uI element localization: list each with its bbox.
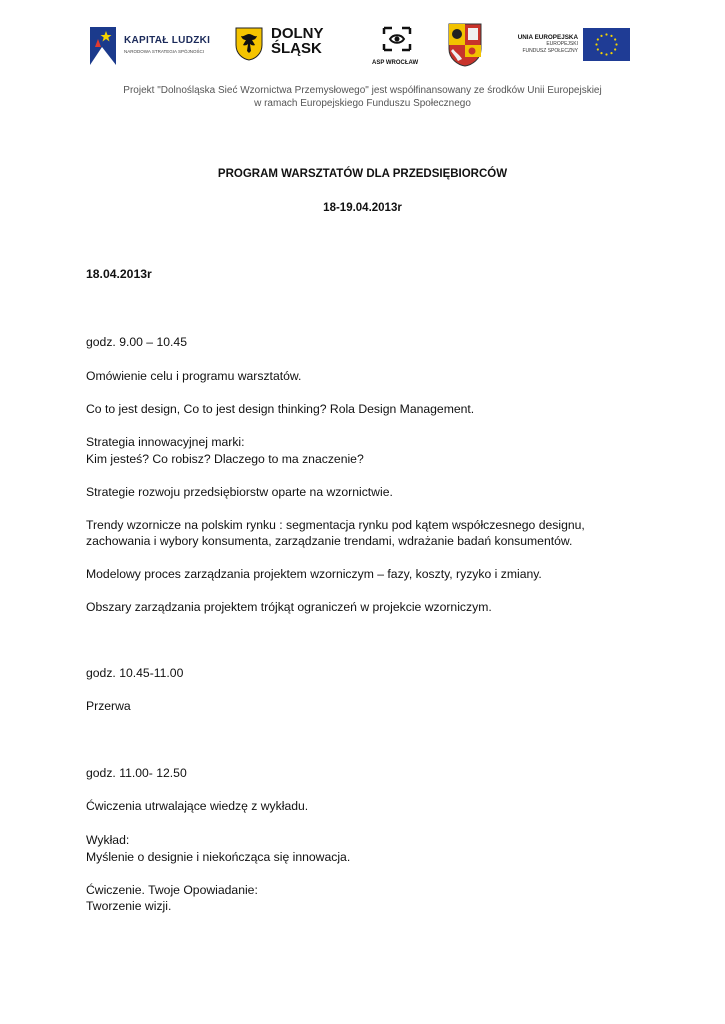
agenda-line: Kim jesteś? Co robisz? Dlaczego to ma znaczenie?	[86, 452, 364, 466]
dolny-slask-logo	[235, 25, 335, 69]
header-logos	[85, 22, 630, 74]
eu-star-icon	[600, 52, 602, 54]
asp-emblem-icon	[380, 22, 414, 56]
eu-star-icon	[600, 35, 602, 37]
eu-star-icon	[614, 48, 616, 50]
asp-wroclaw-logo	[370, 22, 434, 74]
agenda-line: Modelowy proces zarządzania projektem wzorniczym – fazy, koszty, ryzyko i zmiany.	[86, 567, 542, 581]
agenda-line: Ćwiczenie. Twoje Opowiadanie:	[86, 883, 258, 897]
day-heading: 18.04.2013r	[86, 267, 152, 281]
kapital-ludzki-logo	[90, 27, 211, 67]
kapital-ludzki-subtitle: NARODOWA STRATEGIA SPÓJNOŚCI	[124, 49, 205, 54]
agenda-line: Tworzenie wizji.	[86, 899, 172, 913]
project-funding-line-1: Projekt "Dolnośląska Sieć Wzornictwa Przemysłowego" jest współfinansowany ze środków Unii Europejskiej	[123, 85, 602, 96]
eu-line3: FUNDUSZ SPOŁECZNY	[522, 48, 578, 54]
project-funding-line-2: w ramach Europejskiego Funduszu Społecznego	[254, 98, 471, 109]
agenda-line: Wykład:	[86, 833, 130, 847]
session-time-2: godz. 10.45-11.00	[86, 666, 184, 680]
eu-flag-icon	[583, 28, 630, 61]
coat-of-arms-icon	[448, 23, 482, 67]
kapital-ludzki-flag-icon	[90, 27, 116, 65]
agenda-line: Obszary zarządzania projektem trójkąt ograniczeń w projekcie wzorniczym.	[86, 600, 492, 614]
asp-wroclaw-text: ASP WROCŁAW	[372, 60, 419, 66]
eu-line1: UNIA EUROPEJSKA	[517, 34, 578, 41]
session-time-1: godz. 9.00 – 10.45	[86, 335, 187, 349]
eu-star-icon	[610, 52, 612, 54]
agenda-line: Przerwa	[86, 699, 131, 713]
document-date-range: 18-19.04.2013r	[323, 202, 402, 214]
agenda-line: Co to jest design, Co to jest design thinking? Rola Design Management.	[86, 402, 475, 416]
eu-star-icon	[605, 33, 607, 35]
agenda-line: Strategie rozwoju przedsiębiorstw oparte na wzornictwie.	[86, 485, 393, 499]
eu-star-icon	[610, 35, 612, 37]
eu-star-icon	[597, 48, 599, 50]
agenda-line: Omówienie celu i programu warsztatów.	[86, 369, 302, 383]
eu-star-icon	[605, 53, 607, 55]
dolny-slask-line2: ŚLĄSK	[271, 40, 322, 57]
wroclaw-coat-of-arms-logo	[448, 23, 482, 67]
eu-star-icon	[615, 43, 617, 45]
document-title: PROGRAM WARSZTATÓW DLA PRZEDSIĘBIORCÓW	[217, 168, 508, 180]
eu-logo	[512, 28, 630, 64]
agenda-line: Strategia innowacyjnej marki:	[86, 435, 245, 449]
kapital-ludzki-title: KAPITAŁ LUDZKI	[124, 35, 211, 46]
eu-star-icon	[614, 38, 616, 40]
agenda-line: Ćwiczenia utrwalające wiedzę z wykładu.	[86, 799, 309, 813]
eu-text-block	[518, 34, 578, 55]
eu-line2: EUROPEJSKI	[546, 41, 578, 47]
agenda-line: Myślenie o designie i niekończąca się innowacja.	[86, 850, 351, 864]
eu-star-icon	[597, 38, 599, 40]
dolny-slask-line1: DOLNY	[271, 25, 324, 42]
eagle-crest-icon	[235, 27, 263, 61]
dolny-slask-wordmark	[271, 26, 324, 56]
eu-star-icon	[595, 43, 597, 45]
agenda-line: Trendy wzornicze na polskim rynku : segmentacja rynku pod kątem współczesnego designu,	[86, 518, 585, 532]
agenda-line: zachowania i wybory konsumenta, zarządzanie trendami, wdrażanie badań konsumentów.	[86, 534, 573, 548]
session-time-3: godz. 11.00- 12.50	[86, 766, 187, 780]
